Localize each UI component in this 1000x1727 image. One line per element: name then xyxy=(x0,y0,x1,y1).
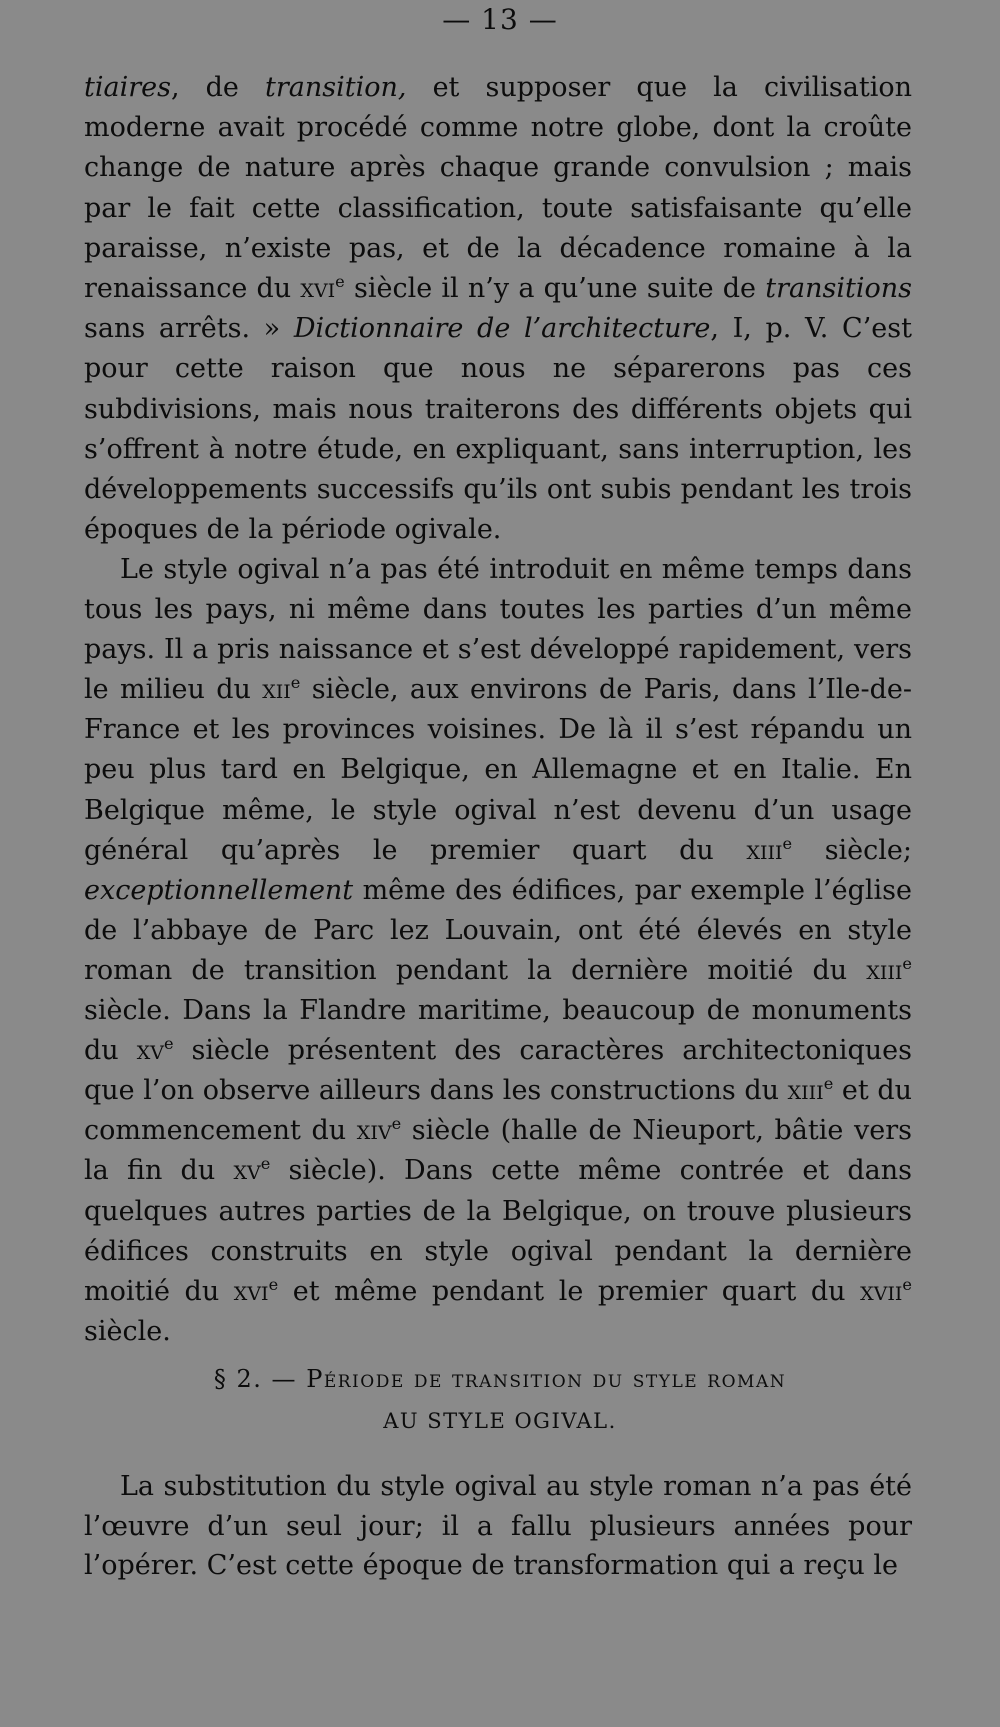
paragraph-transition xyxy=(84,1467,912,1586)
paragraph-3-text: La substitution du style ogival au style roman n’a pas été l’œuvre d’un seul jour; il a fallu plusieurs années pour l’opérer. C’est cette époque de transformation qui a reçu le xyxy=(84,1471,912,1582)
paragraph-style-ogival xyxy=(84,550,912,1352)
page-number: — 13 — xyxy=(442,3,558,36)
paragraph-1-text: tiaires, de transition, et supposer que la civilisation moderne avait procédé comme notre globe, dont la croûte change de nature après chaque grande convulsion ; mais par le fait cette classification, toute satisfaisante qu’elle paraisse, n’existe pas, et de la décadence romaine à la renaissance du xvi$^e$ siècle il n’y a qu’une suite de transitions sans arrêts. » Dictionnaire de l’architecture, I, p. V. C’est pour cette raison que nous ne séparerons pas ces subdivisions, mais nous traiterons des différents objets qui s’offrent à notre étude, en expliquant, sans interruption, les développements successifs qu’ils ont subis pendant les trois époques de la période ogivale. xyxy=(84,72,912,546)
section-heading-line-1: § 2. — Période de transition du style roman xyxy=(213,1365,787,1393)
paragraph-2-text: Le style ogival n’a pas été introduit en même temps dans tous les pays, ni même dans toutes les parties d’un même pays. Il a pris naissance et s’est développé rapidement, vers le milieu du xii$^e$ siècle, aux environs de Paris, dans l’Ile-de-France et les provinces voisines. De là il s’est répandu un peu plus tard en Belgique, en Allemagne et en Italie. En Belgique même, le style ogival n’est devenu d’un usage général qu’après le premier quart du xiii$^e$ siècle; exceptionnellement même des édifices, par exemple l’église de l’abbaye de Parc lez Louvain, ont été élevés en style roman de transition pendant la dernière moitié du xiii$^e$ siècle. Dans la Flandre maritime, beaucoup de monuments du $xv^e$ siècle présentent des caractères architectoniques que l’on observe ailleurs dans les constructions du xiii$^e$ et du commencement du xiv$^e$ siècle (halle de Nieuport, bâtie vers la fin du $xv^e$ siècle). Dans cette même contrée et dans quelques autres parties de la Belgique, on trouve plusieurs édifices construits en style ogival pendant la dernière moitié du xvi$^e$ et même pendant le premier quart du xvii$^e$ siècle. xyxy=(84,554,913,1347)
paragraph-continuation xyxy=(84,68,912,550)
section-heading-line-2: AU STYLE OGIVAL. xyxy=(383,1409,617,1433)
